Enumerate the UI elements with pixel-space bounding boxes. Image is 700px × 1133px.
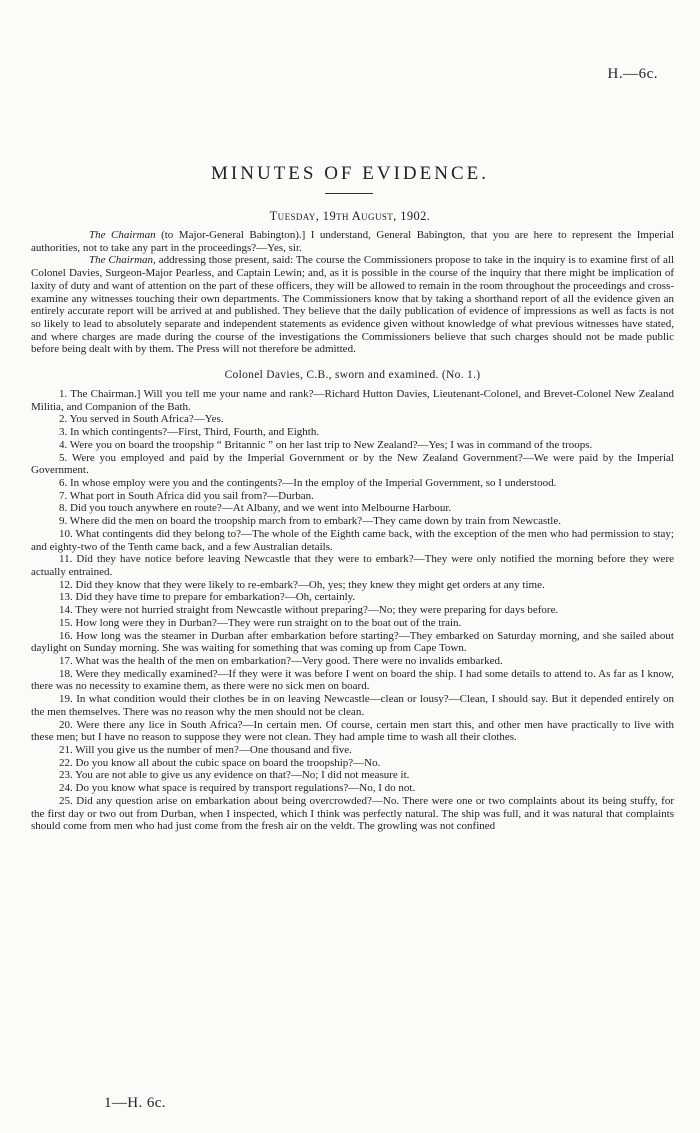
question-answer: 11. Did they have notice before leaving Newcastle that they were to embark?—They were only notified the morning before they were actually entrained. (31, 553, 674, 578)
intro-paragraph (31, 254, 674, 356)
question-answer: 6. In whose employ were you and the contingents?—In the employ of the Imperial Government, so I understood. (59, 476, 557, 489)
question-list (31, 388, 674, 833)
title-rule (325, 193, 373, 194)
question-answer: 21. Will you give us the number of men?—One thousand and five. (59, 744, 352, 757)
session-date: Tuesday, 19th August, 1902. (269, 209, 431, 223)
question-answer: 10. What contingents did they belong to?—The whole of the Eighth came back, with the exception of the men who had permission to stay; and eighty-two of the Tenth came back, and a few Australian details. (31, 527, 674, 553)
question-answer: 9. Where did the men on board the troopship march from to embark?—They came down by train from Newcastle. (59, 515, 561, 528)
paragraph-text: addressing those present, said: The course the Commissioners propose to take in the inquiry is to examine first of all Colonel Davies, Surgeon-Major Pearless, and Captain Lewin; and, as it is possible in the course of the inquiry that there might be implication of laxity of duty and want of attention on the part of these officers, they will be allowed to remain in the room throughout the proceedings and cross-examine any witnesses touching their own departments. The Commissioners know that by taking a shorthand report of all the evidence given an entirely accurate report will be arrived at and published. They believe that the daily publication of evidence of impressions as well as facts is not so likely to lead to absolutely separate and independent statements as evidence given without knowledge of what previous witnesses have stated, and where charges are made during the course of the investigations the Commissioners believe that such charges should not be made public before being dealt with by them. The Press will not therefore be admitted. (31, 254, 674, 356)
question-answer: 20. Were there any lice in South Africa?—In certain men. Of course, certain men start this, and other men have practically to live with these men; but I have no reason to suppose they were not clean. They had ample time to wash all their clothes. (31, 718, 674, 744)
question-answer: 18. Were they medically examined?—If they were it was before I went on board the ship. I had some details to attend to. As far as I know, there was no necessity to examine them, as there were no sick men on board. (31, 667, 674, 693)
witness-heading: Colonel Davies, C.B., sworn and examined. (No. 1.) (224, 369, 481, 382)
question-answer: 13. Did they have time to prepare for embarkation?—Oh, certainly. (59, 591, 356, 604)
question-answer: 17. What was the health of the men on embarkation?—Very good. There were no invalids embarked. (59, 655, 503, 667)
question-answer: 16. How long was the steamer in Durban after embarkation before starting?—They embarked on Saturday morning, and she sailed about daylight on Sunday morning. She was waiting for something that was coming up from Cape Town. (31, 629, 674, 655)
intro-paragraph (31, 229, 674, 254)
question-answer: 5. Were you employed and paid by the Imperial Government or by the New Zealand Government?—We were paid by the Imperial Government. (31, 451, 674, 477)
evidence-body (31, 229, 674, 833)
question-answer: 25. Did any question arise on embarkation about being overcrowded?—No. There were one or two complaints about its being stuffy, for the first day or two out from Durban, when I inspected, which I think was perfectly natural. The ship was full, and it was natural that complaints should come from men who had just come from the fresh air on the veldt. The growling was not confined (31, 794, 674, 833)
question-answer: 8. Did you touch anywhere en route?—At Albany, and we went into Melbourne Harbour. (59, 502, 452, 515)
speaker-label: The Chairman, (89, 254, 156, 267)
question-answer: 24. Do you know what space is required by transport regulations?—No, I do not. (59, 782, 416, 795)
page-reference: H.—6c. (607, 66, 658, 82)
question-answer: 3. In which contingents?—First, Third, Fourth, and Eighth. (59, 426, 320, 439)
question-answer: 12. Did they know that they were likely to re-embark?—Oh, yes; they knew they might get orders at any time. (59, 578, 545, 591)
question-answer: 2. You served in South Africa?—Yes. (59, 413, 224, 426)
speaker-label: The Chairman (89, 229, 156, 241)
question-answer: 7. What port in South Africa did you sail from?—Durban. (59, 489, 314, 502)
question-answer: 15. How long were they in Durban?—They were run straight on to the boat out of the train. (59, 616, 462, 629)
question-answer: 22. Do you know all about the cubic space on board the troopship?—No. (59, 756, 381, 769)
question-answer: 4. Were you on board the troopship “ Britannic ” on her last trip to New Zealand?—Yes; I was in command of the troops. (59, 438, 593, 451)
question-answer: 19. In what condition would their clothes be in on leaving Newcastle—clean or lousy?—Clean, I should say. But it depended entirely on the men themselves. There was no reason why the men should not be clean. (31, 693, 674, 718)
question-answer: 14. They were not hurried straight from Newcastle without preparing?—No; they were preparing for days before. (59, 604, 559, 617)
page-footer-signature: 1—H. 6c. (104, 1095, 166, 1111)
paragraph-text: (to Major-General Babington).] I understand, General Babington, that you are here to represent the Imperial authorities, not to take any part in the proceedings?—Yes, sir. (31, 229, 675, 254)
page-title: MINUTES OF EVIDENCE. (211, 163, 489, 184)
question-answer: 23. You are not able to give us any evidence on that?—No; I did not measure it. (59, 769, 410, 782)
question-answer: 1. The Chairman.] Will you tell me your name and rank?—Richard Hutton Davies, Lieutenant-Colonel, and Brevet-Colonel New Zealand Militia, and Companion of the Bath. (31, 387, 674, 413)
